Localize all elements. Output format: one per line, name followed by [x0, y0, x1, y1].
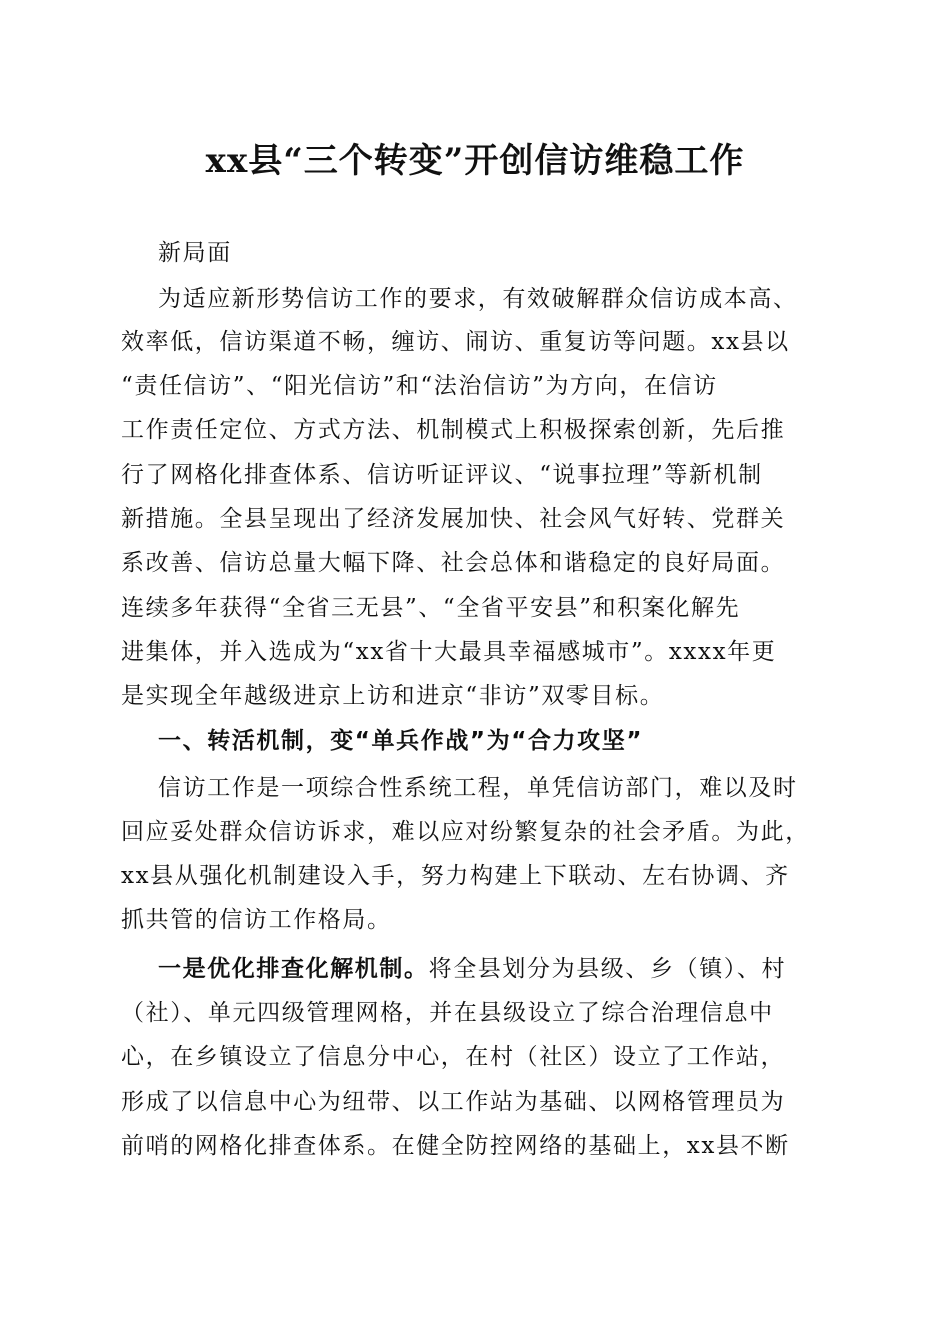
paragraph-lead: 一是优化排查化解机制。	[158, 956, 429, 982]
text-line: 信访工作是一项综合性系统工程，单凭信访部门，难以及时	[158, 775, 798, 801]
text-line: 是实现全年越级进京上访和进京“非访”双零目标。	[121, 683, 665, 709]
text-line: 抓共管的信访工作格局。	[121, 907, 392, 933]
text-line: xx县从强化机制建设入手，努力构建上下联动、左右协调、齐	[121, 863, 790, 889]
text-line: 行了网格化排查体系、信访听证评议、“说事拉理”等新机制	[121, 462, 763, 488]
text-line: 进集体，并入选成为“xx省十大最具幸福感城市”。xxxx年更	[121, 639, 777, 665]
text-line: 连续多年获得“全省三无县”、“全省平安县”和积案化解先	[121, 595, 741, 621]
text-line: 心，在乡镇设立了信息分中心，在村（社区）设立了工作站，	[121, 1044, 786, 1070]
section-heading: 一、转活机制，变“单兵作战”为“合力攻坚”	[158, 728, 644, 754]
text-line: （社）、单元四级管理网格，并在县级设立了综合治理信息中	[121, 1000, 774, 1026]
paragraph-text: 将全县划分为县级、乡（镇）、村	[428, 956, 787, 982]
text-line: 工作责任定位、方式方法、机制模式上积极探索创新，先后推	[121, 417, 786, 443]
text-line: 新措施。全县呈现出了经济发展加快、社会风气好转、党群关	[121, 506, 786, 532]
text-line: 回应妥处群众信访诉求，难以应对纷繁复杂的社会矛盾。为此，	[121, 819, 810, 845]
text-line: 形成了以信息中心为纽带、以工作站为基础、以网格管理员为	[121, 1089, 786, 1115]
text-line: 为适应新形势信访工作的要求，有效破解群众信访成本高、	[158, 286, 798, 312]
text-line: 效率低，信访渠道不畅，缠访、闹访、重复访等问题。xx县以	[121, 329, 790, 355]
text-line: 系改善、信访总量大幅下降、社会总体和谐稳定的良好局面。	[121, 550, 786, 576]
text-line: 前哨的网格化排查体系。在健全防控网络的基础上，xx县不断	[121, 1133, 790, 1159]
text-line: 新局面	[158, 240, 232, 266]
document-title: xx县“三个转变”开创信访维稳工作	[205, 141, 745, 181]
text-line: “责任信访”、“阳光信访”和“法治信访”为方向，在信访	[121, 373, 718, 399]
text-line	[158, 949, 786, 989]
